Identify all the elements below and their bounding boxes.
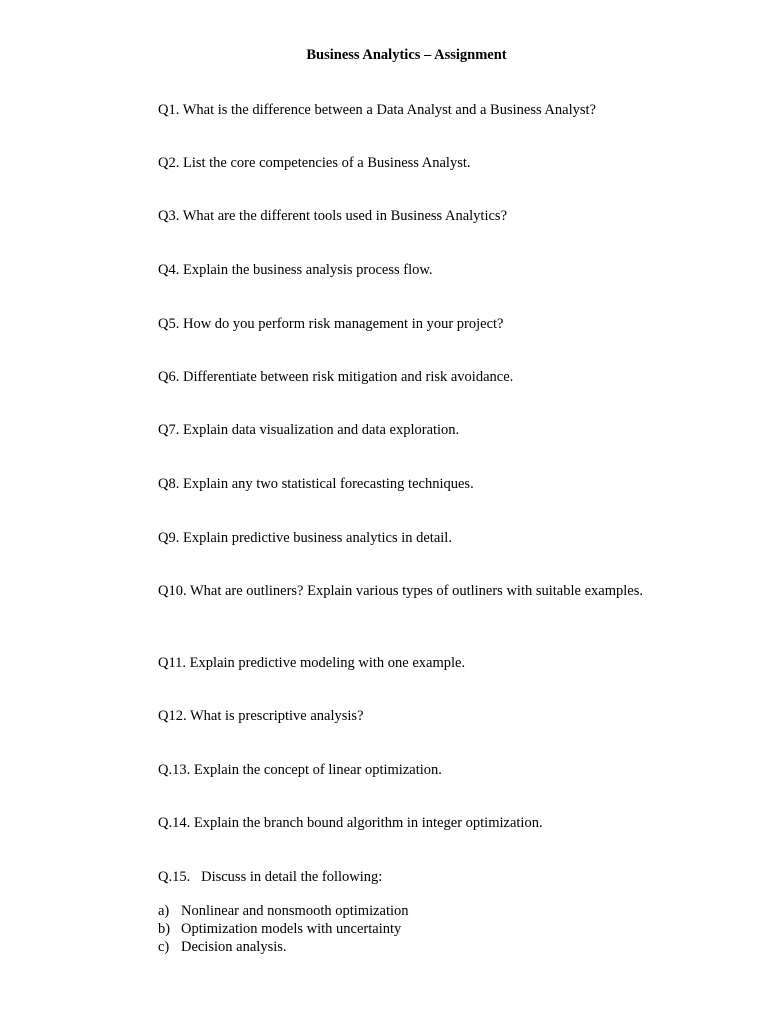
sublist-item xyxy=(158,920,655,938)
question-10: Q10. What are outliners? Explain various types of outliners with suitable examples. xyxy=(158,583,643,599)
question-8: Q8. Explain any two statistical forecasting techniques. xyxy=(158,476,474,492)
question-1: Q1. What is the difference between a Data Analyst and a Business Analyst? xyxy=(158,102,596,118)
question-4: Q4. Explain the business analysis process flow. xyxy=(158,262,433,278)
question-7: Q7. Explain data visualization and data exploration. xyxy=(158,422,460,438)
question-9: Q9. Explain predictive business analytics in detail. xyxy=(158,530,452,546)
question-6: Q6. Differentiate between risk mitigation and risk avoidance. xyxy=(158,369,514,385)
question-12: Q12. What is prescriptive analysis? xyxy=(158,708,364,724)
sublist-text: Optimization models with uncertainty xyxy=(181,921,402,937)
sublist-text: Decision analysis. xyxy=(181,939,287,955)
question-13: Q.13. Explain the concept of linear optimization. xyxy=(158,762,442,778)
question-14: Q.14. Explain the branch bound algorithm in integer optimization. xyxy=(158,815,543,831)
sublist-marker: c) xyxy=(158,939,170,955)
sublist-marker: a) xyxy=(158,903,170,919)
question-15-sublist xyxy=(158,902,655,956)
sublist-item xyxy=(158,902,655,920)
question-2: Q2. List the core competencies of a Business Analyst. xyxy=(158,155,471,171)
document-title: Business Analytics – Assignment xyxy=(306,47,507,63)
question-5: Q5. How do you perform risk management in your project? xyxy=(158,316,504,332)
question-3: Q3. What are the different tools used in Business Analytics? xyxy=(158,208,508,224)
sublist-item xyxy=(158,938,655,956)
question-11: Q11. Explain predictive modeling with one example. xyxy=(158,655,466,671)
sublist-marker: b) xyxy=(158,921,171,937)
sublist-text: Nonlinear and nonsmooth optimization xyxy=(181,903,409,919)
question-15: Q.15. Discuss in detail the following: xyxy=(158,869,383,885)
